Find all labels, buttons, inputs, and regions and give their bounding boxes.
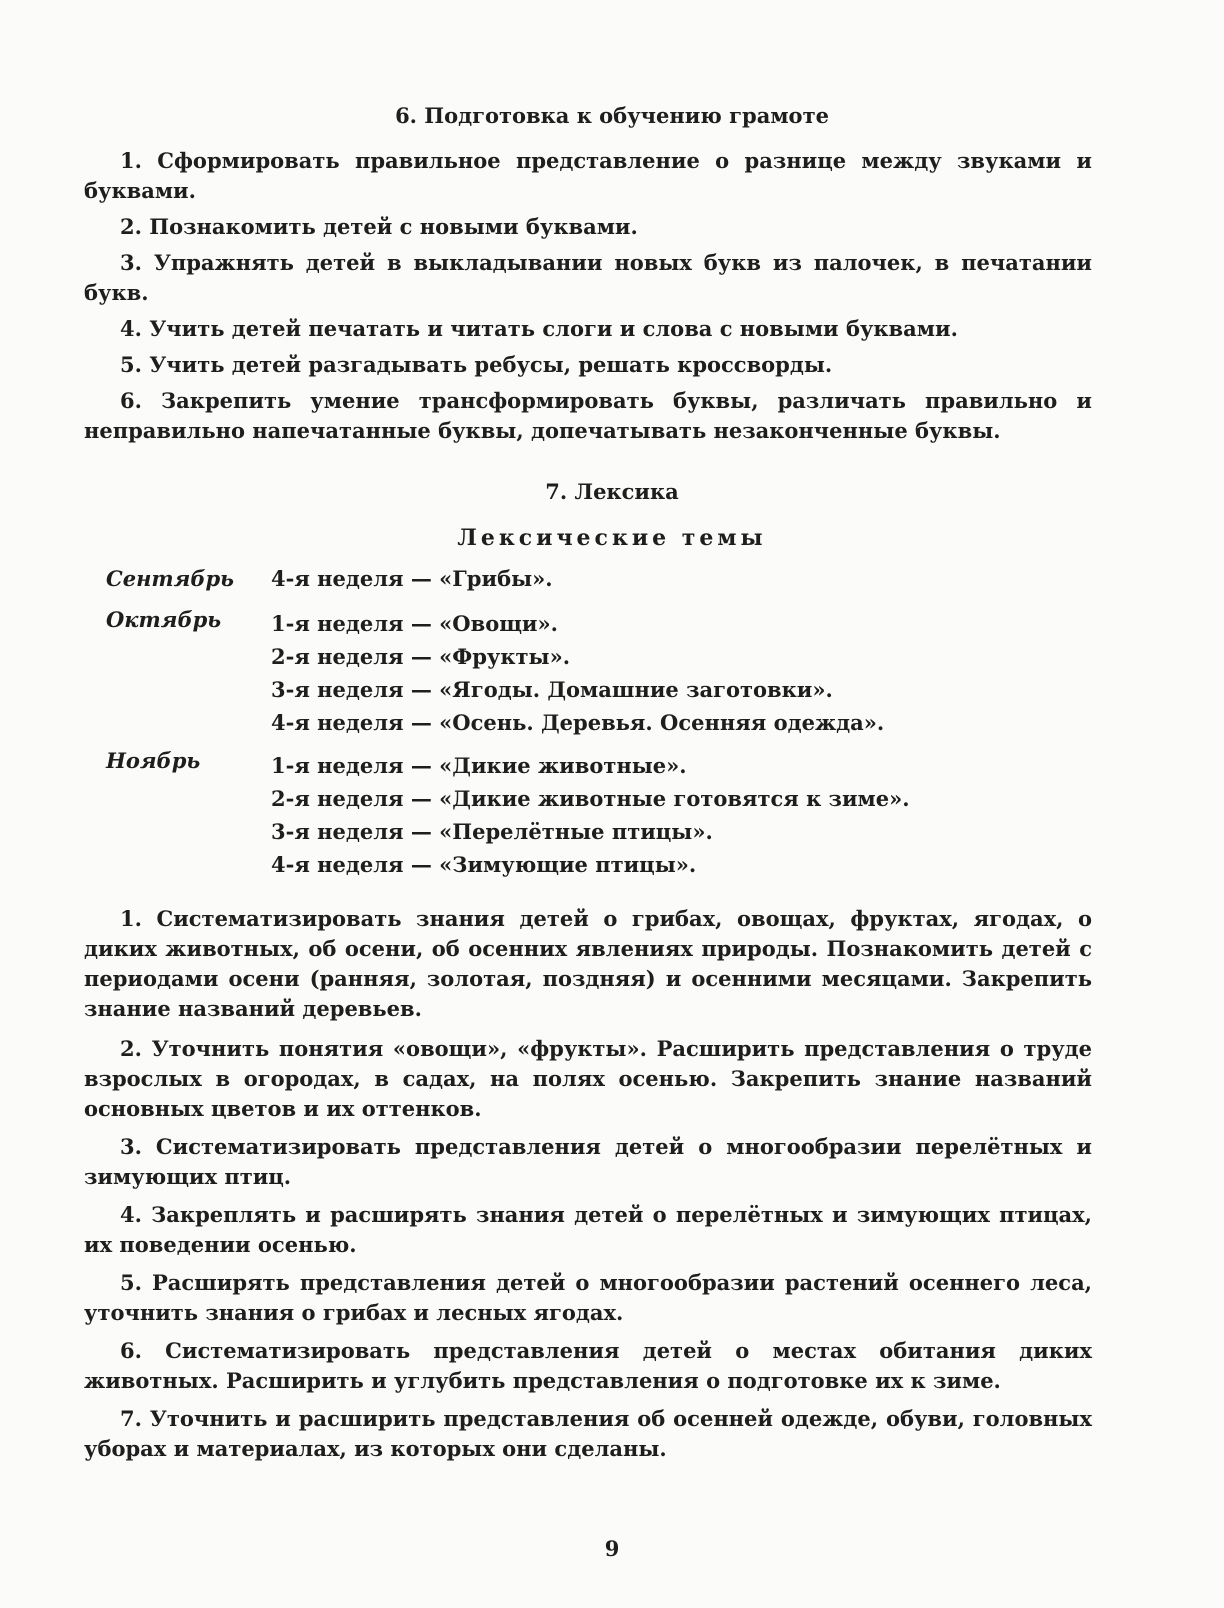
week-topic: 4-я неделя — «Зимующие птицы». <box>271 852 697 877</box>
list-item: 4. Закреплять и расширять знания детей о перелётных и зимующих птицах, их поведении осенью. <box>84 1202 1092 1257</box>
section-6-title: 6. Подготовка к обучению грамоте <box>395 103 829 128</box>
month-label: Сентябрь <box>106 566 235 591</box>
week-topic: 2-я неделя — «Фрукты». <box>271 644 571 669</box>
section-6-list <box>84 146 1092 446</box>
list-item: 6. Закрепить умение трансформировать буквы, различать правильно и неправильно напечатанные буквы, допечатывать незаконченные буквы. <box>84 388 1092 443</box>
list-item: 7. Уточнить и расширить представления об осенней одежде, обуви, головных уборах и материалах, из которых они сделаны. <box>84 1406 1092 1461</box>
week-topic: 3-я неделя — «Ягоды. Домашние заготовки». <box>271 677 833 702</box>
week-topic: 4-я неделя — «Осень. Деревья. Осенняя одежда». <box>271 710 885 735</box>
list-item: 5. Учить детей разгадывать ребусы, решать кроссворды. <box>120 352 833 377</box>
list-item: 2. Познакомить детей с новыми буквами. <box>120 214 638 239</box>
page-number: 9 <box>604 1536 620 1561</box>
list-item: 2. Уточнить понятия «овощи», «фрукты». Расширить представления о труде взрослых в огородах, в садах, на полях осенью. Закрепить знание названий основных цветов и их оттенков. <box>84 1036 1092 1121</box>
month-label: Октябрь <box>106 607 222 632</box>
section-7-goals <box>84 904 1092 1464</box>
week-topic: 1-я неделя — «Дикие животные». <box>271 753 687 778</box>
list-item: 4. Учить детей печатать и читать слоги и слова с новыми буквами. <box>120 316 958 341</box>
section-7-title: 7. Лексика <box>545 479 679 504</box>
list-item: 3. Систематизировать представления детей о многообразии перелётных и зимующих птиц. <box>84 1134 1092 1189</box>
list-item: 6. Систематизировать представления детей о местах обитания диких животных. Расширить и углубить представления о подготовке их к зиме. <box>84 1338 1092 1393</box>
lexical-topics-subtitle: Лексические темы <box>457 525 767 551</box>
week-topic: 3-я неделя — «Перелётные птицы». <box>271 819 713 844</box>
week-topic: 2-я неделя — «Дикие животные готовятся к зиме». <box>271 786 910 811</box>
list-item: 5. Расширять представления детей о многообразии растений осеннего леса, уточнить знания о грибах и лесных ягодах. <box>84 1270 1092 1325</box>
list-item: 1. Систематизировать знания детей о грибах, овощах, фруктах, ягодах, о диких животных, об осени, об осенних явлениях природы. Познакомить детей с периодами осени (ранняя, золотая, поздняя) и осенними месяцами. Закрепить знание названий деревьев. <box>84 906 1092 1021</box>
week-topic: 1-я неделя — «Овощи». <box>271 611 558 636</box>
month-label: Ноябрь <box>106 748 201 773</box>
week-topic: 4-я неделя — «Грибы». <box>271 566 553 591</box>
list-item: 1. Сформировать правильное представление о разнице между звуками и буквами. <box>84 148 1092 203</box>
list-item: 3. Упражнять детей в выкладывании новых букв из палочек, в печатании букв. <box>84 250 1092 305</box>
